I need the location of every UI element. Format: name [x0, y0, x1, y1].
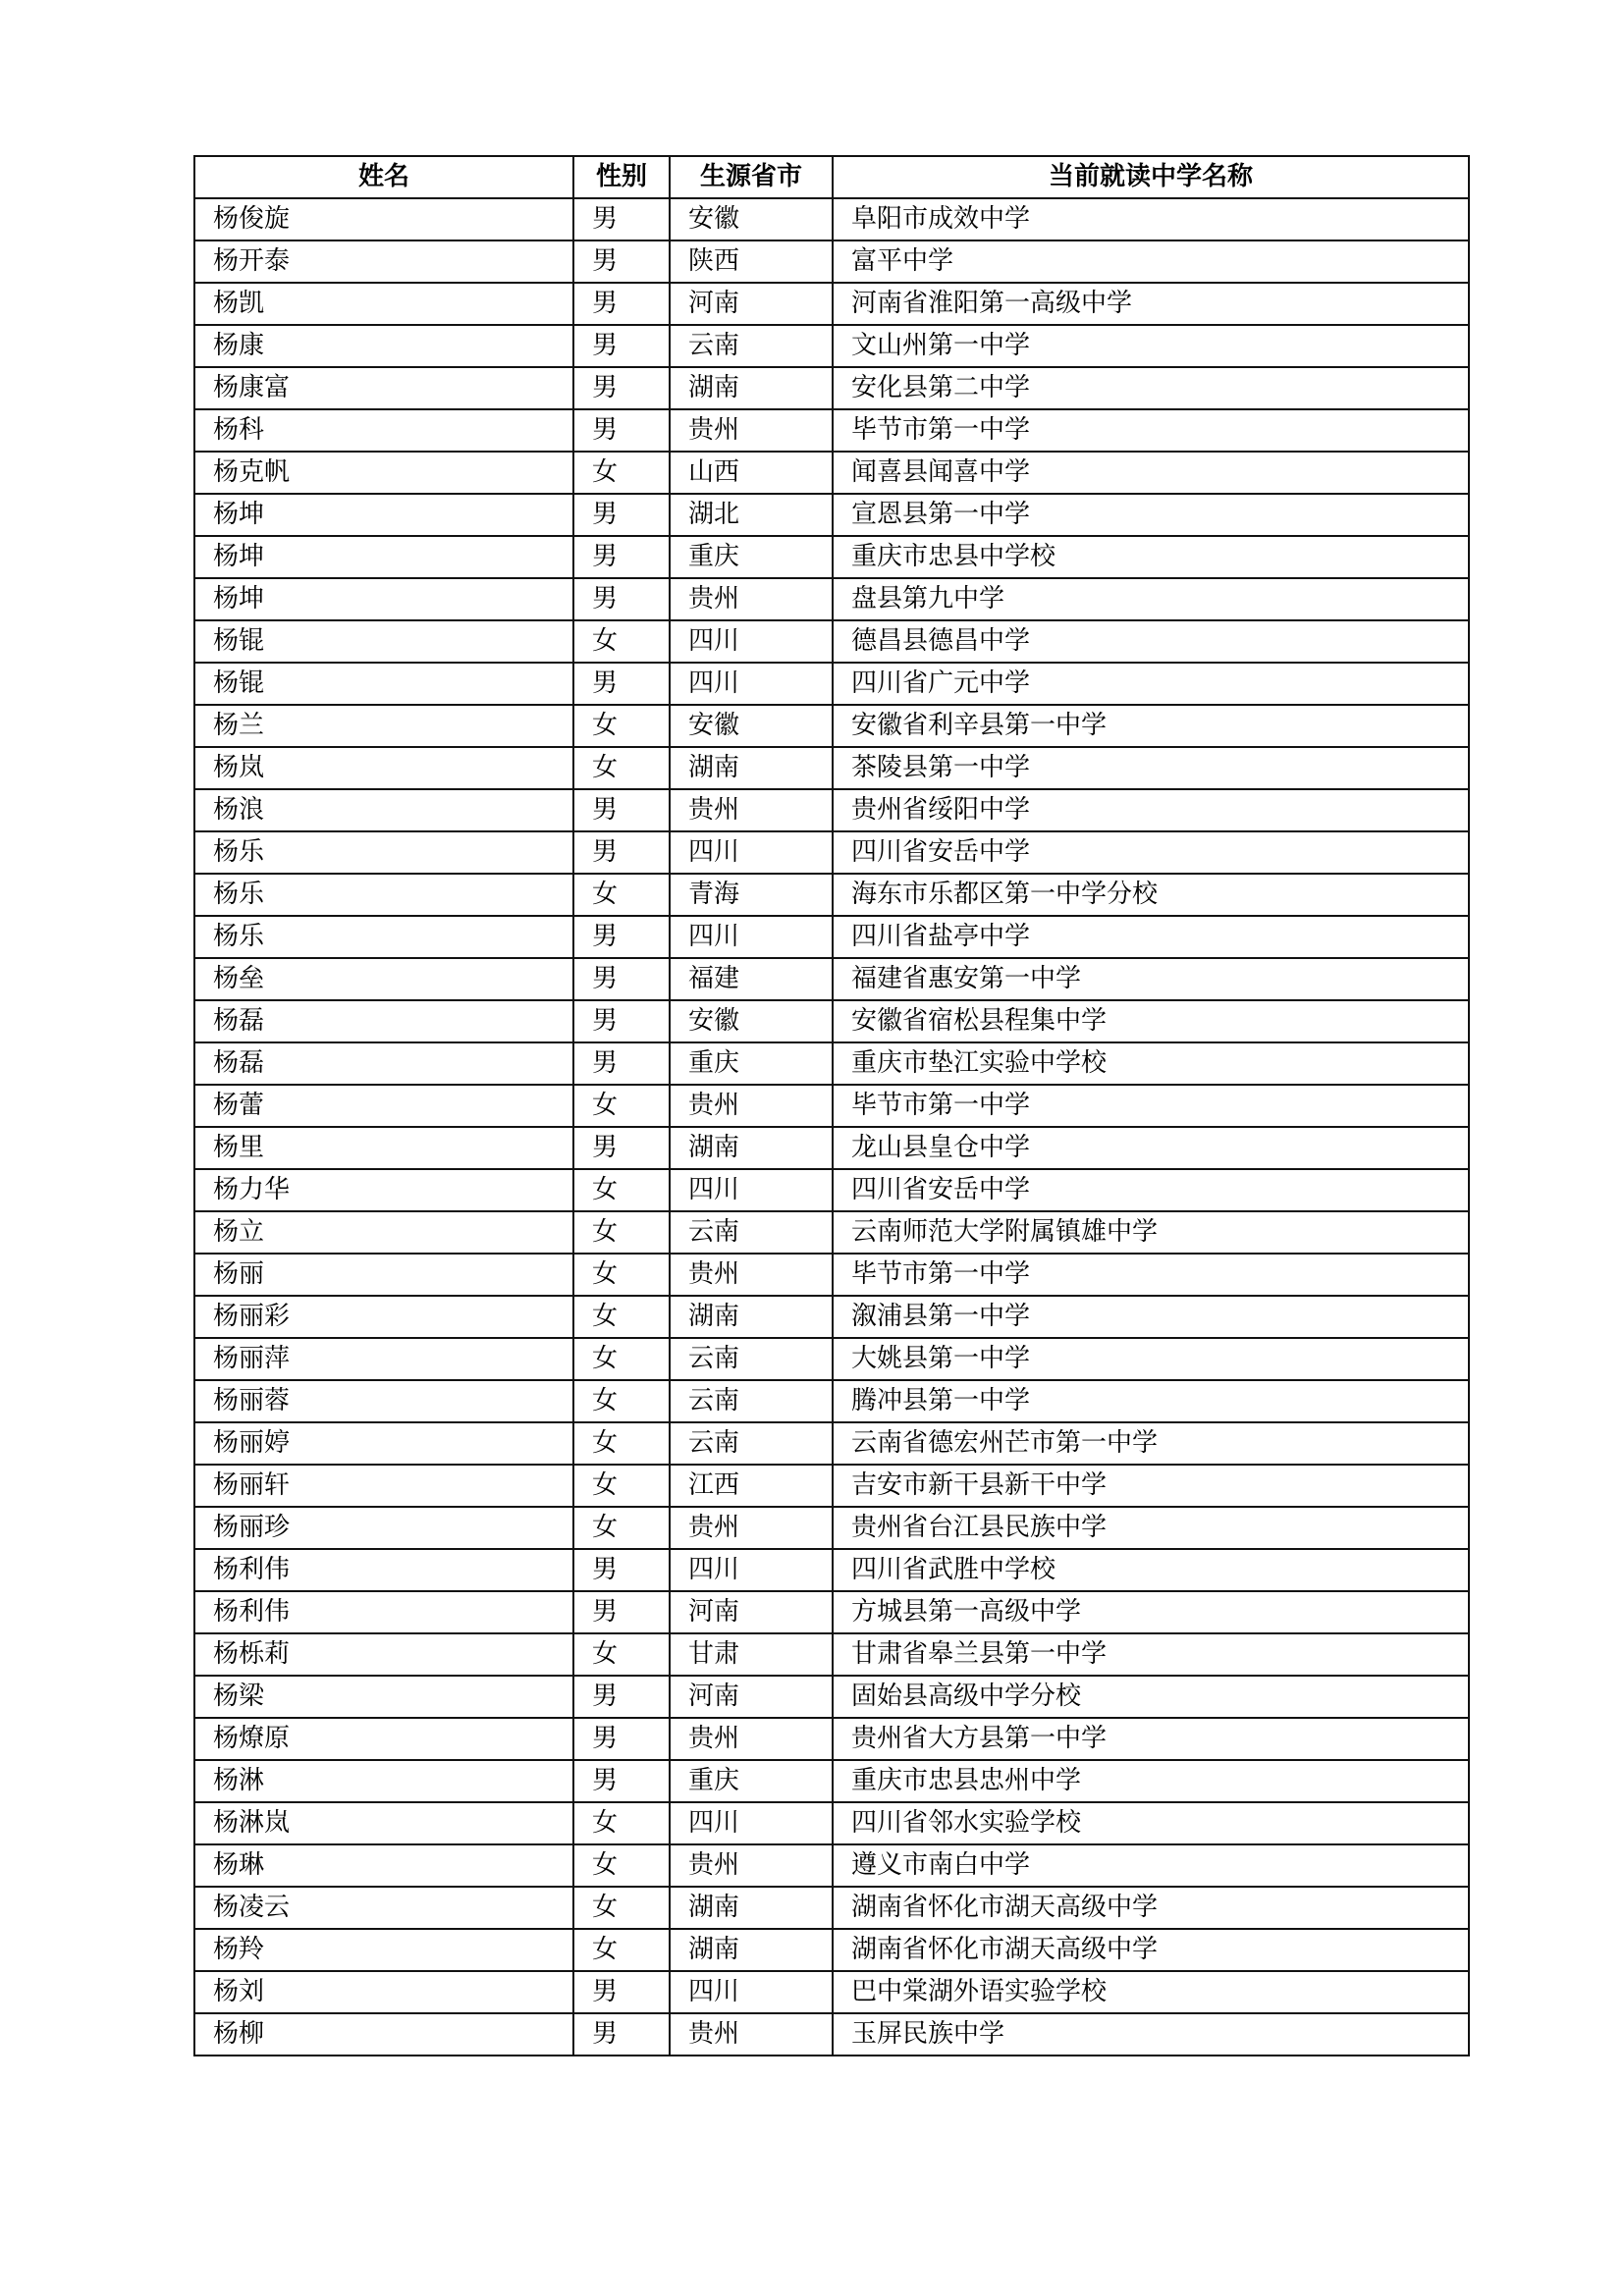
cell-name: 杨丽珍: [194, 1507, 573, 1549]
cell-gender: 男: [573, 1971, 670, 2013]
cell-school: 四川省武胜中学校: [833, 1549, 1469, 1591]
cell-school: 大姚县第一中学: [833, 1338, 1469, 1380]
cell-name: 杨开泰: [194, 240, 573, 283]
table-row: [194, 916, 1469, 958]
cell-name: 杨乐: [194, 831, 573, 874]
cell-gender: 女: [573, 1296, 670, 1338]
cell-gender: 女: [573, 1507, 670, 1549]
cell-province: 云南: [670, 1422, 833, 1465]
cell-gender: 男: [573, 1042, 670, 1085]
cell-gender: 男: [573, 663, 670, 705]
cell-gender: 男: [573, 536, 670, 578]
cell-name: 杨乐: [194, 916, 573, 958]
cell-province: 河南: [670, 283, 833, 325]
cell-province: 贵州: [670, 578, 833, 620]
header-school: 当前就读中学名称: [833, 156, 1469, 198]
cell-gender: 男: [573, 409, 670, 452]
cell-gender: 女: [573, 874, 670, 916]
cell-province: 山西: [670, 452, 833, 494]
cell-province: 云南: [670, 1211, 833, 1254]
cell-province: 四川: [670, 1169, 833, 1211]
cell-province: 湖南: [670, 747, 833, 789]
cell-province: 安徽: [670, 705, 833, 747]
table-row: [194, 1042, 1469, 1085]
cell-name: 杨岚: [194, 747, 573, 789]
table-row: [194, 494, 1469, 536]
header-name: 姓名: [194, 156, 573, 198]
cell-gender: 男: [573, 240, 670, 283]
cell-gender: 女: [573, 1085, 670, 1127]
cell-name: 杨坤: [194, 494, 573, 536]
cell-school: 重庆市垫江实验中学校: [833, 1042, 1469, 1085]
cell-name: 杨羚: [194, 1929, 573, 1971]
cell-province: 湖南: [670, 1887, 833, 1929]
cell-school: 甘肃省皋兰县第一中学: [833, 1633, 1469, 1676]
cell-school: 腾冲县第一中学: [833, 1380, 1469, 1422]
cell-name: 杨栎莉: [194, 1633, 573, 1676]
cell-province: 贵州: [670, 1507, 833, 1549]
cell-province: 四川: [670, 1971, 833, 2013]
cell-name: 杨利伟: [194, 1549, 573, 1591]
cell-school: 四川省安岳中学: [833, 831, 1469, 874]
cell-gender: 男: [573, 367, 670, 409]
table-row: [194, 1127, 1469, 1169]
cell-name: 杨科: [194, 409, 573, 452]
cell-name: 杨丽彩: [194, 1296, 573, 1338]
table-row: [194, 1591, 1469, 1633]
cell-name: 杨丽轩: [194, 1465, 573, 1507]
cell-province: 贵州: [670, 1844, 833, 1887]
cell-school: 巴中棠湖外语实验学校: [833, 1971, 1469, 2013]
table-row: [194, 325, 1469, 367]
cell-province: 福建: [670, 958, 833, 1000]
table-row: [194, 198, 1469, 240]
table-row: [194, 1085, 1469, 1127]
cell-name: 杨丽婷: [194, 1422, 573, 1465]
cell-province: 四川: [670, 1549, 833, 1591]
cell-school: 毕节市第一中学: [833, 409, 1469, 452]
table-row: [194, 705, 1469, 747]
cell-school: 玉屏民族中学: [833, 2013, 1469, 2056]
cell-name: 杨锟: [194, 663, 573, 705]
cell-name: 杨燎原: [194, 1718, 573, 1760]
cell-school: 湖南省怀化市湖天高级中学: [833, 1929, 1469, 1971]
cell-province: 贵州: [670, 2013, 833, 2056]
table-row: [194, 1465, 1469, 1507]
cell-name: 杨坤: [194, 536, 573, 578]
cell-name: 杨淋: [194, 1760, 573, 1802]
table-row: [194, 578, 1469, 620]
table-row: [194, 1507, 1469, 1549]
cell-school: 文山州第一中学: [833, 325, 1469, 367]
cell-gender: 女: [573, 1380, 670, 1422]
cell-school: 贵州省大方县第一中学: [833, 1718, 1469, 1760]
cell-school: 河南省淮阳第一高级中学: [833, 283, 1469, 325]
cell-name: 杨丽萍: [194, 1338, 573, 1380]
cell-school: 云南师范大学附属镇雄中学: [833, 1211, 1469, 1254]
table-row: [194, 1633, 1469, 1676]
cell-name: 杨力华: [194, 1169, 573, 1211]
table-row: [194, 536, 1469, 578]
cell-school: 溆浦县第一中学: [833, 1296, 1469, 1338]
table-row: [194, 1211, 1469, 1254]
cell-school: 四川省广元中学: [833, 663, 1469, 705]
cell-name: 杨利伟: [194, 1591, 573, 1633]
cell-school: 贵州省台江县民族中学: [833, 1507, 1469, 1549]
cell-province: 贵州: [670, 1718, 833, 1760]
cell-province: 安徽: [670, 1000, 833, 1042]
table-row: [194, 663, 1469, 705]
cell-province: 四川: [670, 620, 833, 663]
cell-province: 四川: [670, 1802, 833, 1844]
table-row: [194, 958, 1469, 1000]
table-row: [194, 1760, 1469, 1802]
cell-province: 甘肃: [670, 1633, 833, 1676]
cell-gender: 女: [573, 1802, 670, 1844]
cell-name: 杨磊: [194, 1000, 573, 1042]
cell-gender: 女: [573, 1169, 670, 1211]
cell-province: 重庆: [670, 1042, 833, 1085]
cell-gender: 男: [573, 1718, 670, 1760]
cell-name: 杨刘: [194, 1971, 573, 2013]
cell-gender: 女: [573, 452, 670, 494]
cell-province: 贵州: [670, 1085, 833, 1127]
cell-name: 杨乐: [194, 874, 573, 916]
table-row: [194, 747, 1469, 789]
table-header-row: [194, 156, 1469, 198]
cell-school: 吉安市新干县新干中学: [833, 1465, 1469, 1507]
cell-name: 杨立: [194, 1211, 573, 1254]
table-row: [194, 367, 1469, 409]
cell-gender: 男: [573, 578, 670, 620]
table-row: [194, 1676, 1469, 1718]
cell-school: 重庆市忠县忠州中学: [833, 1760, 1469, 1802]
cell-name: 杨坤: [194, 578, 573, 620]
cell-school: 安徽省宿松县程集中学: [833, 1000, 1469, 1042]
table-row: [194, 1971, 1469, 2013]
cell-name: 杨丽: [194, 1254, 573, 1296]
cell-province: 云南: [670, 1380, 833, 1422]
cell-province: 陕西: [670, 240, 833, 283]
table-row: [194, 1718, 1469, 1760]
cell-name: 杨梁: [194, 1676, 573, 1718]
cell-school: 富平中学: [833, 240, 1469, 283]
cell-province: 云南: [670, 1338, 833, 1380]
cell-school: 龙山县皇仓中学: [833, 1127, 1469, 1169]
cell-name: 杨凌云: [194, 1887, 573, 1929]
cell-province: 四川: [670, 831, 833, 874]
cell-gender: 男: [573, 958, 670, 1000]
cell-school: 毕节市第一中学: [833, 1254, 1469, 1296]
cell-name: 杨浪: [194, 789, 573, 831]
table-row: [194, 1338, 1469, 1380]
cell-gender: 男: [573, 916, 670, 958]
cell-gender: 男: [573, 494, 670, 536]
cell-gender: 男: [573, 283, 670, 325]
cell-gender: 女: [573, 1929, 670, 1971]
cell-province: 四川: [670, 916, 833, 958]
cell-gender: 男: [573, 2013, 670, 2056]
table-row: [194, 283, 1469, 325]
cell-province: 四川: [670, 663, 833, 705]
table-row: [194, 240, 1469, 283]
cell-gender: 女: [573, 1254, 670, 1296]
cell-gender: 女: [573, 1211, 670, 1254]
cell-province: 安徽: [670, 198, 833, 240]
cell-province: 重庆: [670, 1760, 833, 1802]
cell-school: 海东市乐都区第一中学分校: [833, 874, 1469, 916]
cell-gender: 女: [573, 1887, 670, 1929]
cell-school: 安化县第二中学: [833, 367, 1469, 409]
cell-school: 四川省安岳中学: [833, 1169, 1469, 1211]
table-row: [194, 874, 1469, 916]
cell-school: 四川省盐亭中学: [833, 916, 1469, 958]
cell-name: 杨康: [194, 325, 573, 367]
cell-province: 贵州: [670, 789, 833, 831]
cell-province: 重庆: [670, 536, 833, 578]
cell-gender: 男: [573, 789, 670, 831]
table-row: [194, 1000, 1469, 1042]
cell-school: 遵义市南白中学: [833, 1844, 1469, 1887]
header-gender: 性别: [573, 156, 670, 198]
cell-gender: 女: [573, 705, 670, 747]
cell-province: 贵州: [670, 409, 833, 452]
cell-name: 杨磊: [194, 1042, 573, 1085]
cell-school: 安徽省利辛县第一中学: [833, 705, 1469, 747]
cell-province: 贵州: [670, 1254, 833, 1296]
cell-gender: 女: [573, 1338, 670, 1380]
table-row: [194, 1169, 1469, 1211]
cell-school: 贵州省绥阳中学: [833, 789, 1469, 831]
table-row: [194, 452, 1469, 494]
cell-school: 毕节市第一中学: [833, 1085, 1469, 1127]
student-table: [193, 155, 1470, 2056]
cell-school: 湖南省怀化市湖天高级中学: [833, 1887, 1469, 1929]
table-row: [194, 1887, 1469, 1929]
cell-school: 盘县第九中学: [833, 578, 1469, 620]
cell-gender: 女: [573, 1465, 670, 1507]
cell-province: 湖南: [670, 1127, 833, 1169]
cell-province: 云南: [670, 325, 833, 367]
cell-name: 杨琳: [194, 1844, 573, 1887]
cell-gender: 男: [573, 1127, 670, 1169]
cell-gender: 女: [573, 1844, 670, 1887]
cell-school: 固始县高级中学分校: [833, 1676, 1469, 1718]
cell-province: 湖南: [670, 367, 833, 409]
cell-gender: 男: [573, 1000, 670, 1042]
cell-school: 德昌县德昌中学: [833, 620, 1469, 663]
table-row: [194, 620, 1469, 663]
cell-name: 杨淋岚: [194, 1802, 573, 1844]
cell-name: 杨丽蓉: [194, 1380, 573, 1422]
cell-province: 湖南: [670, 1929, 833, 1971]
cell-province: 湖北: [670, 494, 833, 536]
table-row: [194, 1380, 1469, 1422]
cell-gender: 男: [573, 1760, 670, 1802]
table-row: [194, 1254, 1469, 1296]
table-row: [194, 409, 1469, 452]
cell-province: 河南: [670, 1591, 833, 1633]
cell-gender: 男: [573, 831, 670, 874]
cell-school: 方城县第一高级中学: [833, 1591, 1469, 1633]
cell-name: 杨里: [194, 1127, 573, 1169]
cell-name: 杨蕾: [194, 1085, 573, 1127]
cell-gender: 男: [573, 1676, 670, 1718]
cell-name: 杨俊旋: [194, 198, 573, 240]
cell-name: 杨柳: [194, 2013, 573, 2056]
cell-school: 四川省邻水实验学校: [833, 1802, 1469, 1844]
cell-name: 杨凯: [194, 283, 573, 325]
cell-gender: 男: [573, 198, 670, 240]
cell-school: 云南省德宏州芒市第一中学: [833, 1422, 1469, 1465]
cell-gender: 女: [573, 620, 670, 663]
cell-province: 江西: [670, 1465, 833, 1507]
cell-province: 湖南: [670, 1296, 833, 1338]
cell-school: 福建省惠安第一中学: [833, 958, 1469, 1000]
header-province: 生源省市: [670, 156, 833, 198]
cell-name: 杨垒: [194, 958, 573, 1000]
cell-name: 杨兰: [194, 705, 573, 747]
cell-name: 杨锟: [194, 620, 573, 663]
table-row: [194, 1802, 1469, 1844]
table-row: [194, 1844, 1469, 1887]
cell-gender: 女: [573, 1633, 670, 1676]
cell-name: 杨克帆: [194, 452, 573, 494]
table-row: [194, 1422, 1469, 1465]
cell-school: 重庆市忠县中学校: [833, 536, 1469, 578]
cell-school: 宣恩县第一中学: [833, 494, 1469, 536]
cell-name: 杨康富: [194, 367, 573, 409]
table-row: [194, 1296, 1469, 1338]
table-row: [194, 831, 1469, 874]
cell-gender: 男: [573, 325, 670, 367]
cell-school: 闻喜县闻喜中学: [833, 452, 1469, 494]
cell-province: 青海: [670, 874, 833, 916]
table-row: [194, 2013, 1469, 2056]
cell-province: 河南: [670, 1676, 833, 1718]
cell-gender: 男: [573, 1549, 670, 1591]
cell-school: 阜阳市成效中学: [833, 198, 1469, 240]
table-row: [194, 1549, 1469, 1591]
table-row: [194, 1929, 1469, 1971]
cell-school: 茶陵县第一中学: [833, 747, 1469, 789]
cell-gender: 男: [573, 1591, 670, 1633]
cell-gender: 女: [573, 747, 670, 789]
table-row: [194, 789, 1469, 831]
cell-gender: 女: [573, 1422, 670, 1465]
